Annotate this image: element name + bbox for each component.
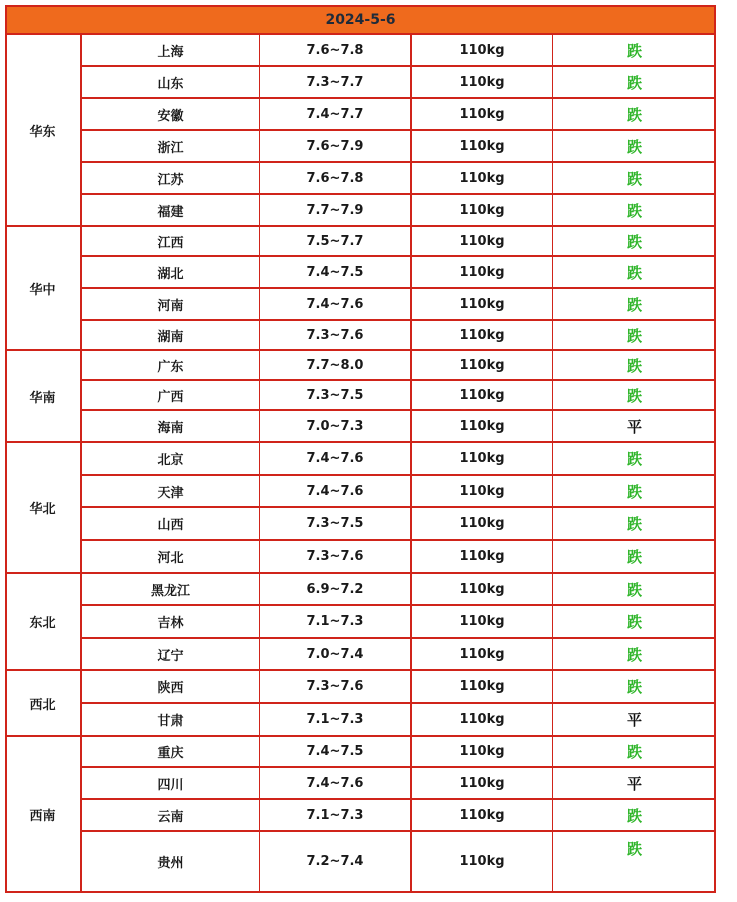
province-cell: 四川 <box>82 768 260 798</box>
price-cell: 7.6~7.9 <box>260 131 412 161</box>
weight-cell: 110kg <box>412 99 553 129</box>
table-row <box>82 737 716 768</box>
province-cell: 辽宁 <box>82 639 260 669</box>
province-cell: 湖南 <box>82 321 260 349</box>
table-row <box>82 411 716 443</box>
trend-cell: 跌 <box>626 232 642 251</box>
trend-cell: 平 <box>626 417 642 436</box>
price-cell: 7.6~7.8 <box>260 163 412 193</box>
price-cell: 7.0~7.3 <box>260 411 412 441</box>
weight-cell: 110kg <box>412 606 553 637</box>
province-cell: 广西 <box>82 381 260 409</box>
trend-cell: 跌 <box>626 169 642 188</box>
province-cell: 安徽 <box>82 99 260 129</box>
trend-cell: 跌 <box>626 295 642 314</box>
price-cell: 6.9~7.2 <box>260 574 412 604</box>
trend-cell: 跌 <box>626 105 642 124</box>
weight-cell: 110kg <box>412 800 553 830</box>
weight-cell: 110kg <box>412 289 553 319</box>
trend-cell: 跌 <box>626 450 642 468</box>
price-cell: 7.4~7.5 <box>260 737 412 766</box>
trend-cell: 跌 <box>626 548 642 566</box>
table-row <box>82 443 716 476</box>
table-row <box>82 99 716 131</box>
date-header: 2024-5-6 <box>5 5 716 35</box>
price-cell: 7.4~7.5 <box>260 257 412 287</box>
weight-cell: 110kg <box>412 737 553 766</box>
table-row <box>82 227 716 257</box>
table-row <box>82 768 716 800</box>
price-cell: 7.7~8.0 <box>260 351 412 379</box>
region-cell: 东北 <box>5 574 82 671</box>
trend-cell: 跌 <box>626 326 642 345</box>
trend-cell: 跌 <box>626 806 642 825</box>
weight-cell: 110kg <box>412 381 553 409</box>
province-cell: 云南 <box>82 800 260 830</box>
table-row <box>82 131 716 163</box>
trend-cell: 跌 <box>626 743 642 761</box>
weight-cell: 110kg <box>412 768 553 798</box>
province-cell: 江西 <box>82 227 260 255</box>
price-cell: 7.2~7.4 <box>260 832 412 891</box>
table-row <box>82 704 716 737</box>
weight-cell: 110kg <box>412 321 553 349</box>
province-cell: 甘肃 <box>82 704 260 735</box>
trend-cell: 跌 <box>626 41 642 60</box>
province-cell: 河北 <box>82 541 260 572</box>
province-cell: 湖北 <box>82 257 260 287</box>
table-row <box>82 800 716 832</box>
province-cell: 黑龙江 <box>82 574 260 604</box>
table-row <box>82 321 716 351</box>
table-row <box>82 381 716 411</box>
weight-cell: 110kg <box>412 35 553 65</box>
table-row <box>82 289 716 321</box>
price-cell: 7.1~7.3 <box>260 606 412 637</box>
table-row <box>82 508 716 541</box>
region-cell: 华东 <box>5 35 82 227</box>
table-row <box>82 606 716 639</box>
table-row <box>82 351 716 381</box>
trend-cell: 跌 <box>626 356 642 375</box>
weight-cell: 110kg <box>412 541 553 572</box>
province-cell: 重庆 <box>82 737 260 766</box>
price-cell: 7.7~7.9 <box>260 195 412 225</box>
weight-cell: 110kg <box>412 443 553 474</box>
weight-cell: 110kg <box>412 671 553 702</box>
trend-cell: 跌 <box>626 386 642 405</box>
trend-cell: 平 <box>626 774 642 793</box>
price-cell: 7.3~7.6 <box>260 321 412 349</box>
weight-cell: 110kg <box>412 257 553 287</box>
trend-cell: 跌 <box>626 678 642 696</box>
weight-cell: 110kg <box>412 67 553 97</box>
weight-cell: 110kg <box>412 351 553 379</box>
price-cell: 7.4~7.6 <box>260 443 412 474</box>
province-cell: 河南 <box>82 289 260 319</box>
weight-cell: 110kg <box>412 508 553 539</box>
weight-cell: 110kg <box>412 195 553 225</box>
weight-cell: 110kg <box>412 163 553 193</box>
province-cell: 山东 <box>82 67 260 97</box>
price-cell: 7.4~7.6 <box>260 768 412 798</box>
region-cell: 华南 <box>5 351 82 443</box>
trend-cell: 平 <box>626 711 642 729</box>
trend-cell: 跌 <box>626 201 642 220</box>
price-cell: 7.3~7.7 <box>260 67 412 97</box>
trend-cell: 跌 <box>626 613 642 631</box>
weight-cell: 110kg <box>412 131 553 161</box>
table-row <box>82 476 716 508</box>
region-cell: 华中 <box>5 227 82 351</box>
province-cell: 山西 <box>82 508 260 539</box>
table-row <box>82 35 716 67</box>
province-cell: 江苏 <box>82 163 260 193</box>
trend-cell: 跌 <box>626 840 642 858</box>
weight-cell: 110kg <box>412 832 553 891</box>
trend-cell: 跌 <box>626 137 642 156</box>
table-row <box>82 67 716 99</box>
price-cell: 7.3~7.6 <box>260 671 412 702</box>
province-cell: 上海 <box>82 35 260 65</box>
province-cell: 贵州 <box>82 832 260 891</box>
trend-cell: 跌 <box>626 73 642 92</box>
price-cell: 7.3~7.5 <box>260 508 412 539</box>
price-cell: 7.0~7.4 <box>260 639 412 669</box>
trend-cell: 跌 <box>626 263 642 282</box>
province-cell: 浙江 <box>82 131 260 161</box>
price-cell: 7.1~7.3 <box>260 800 412 830</box>
table-row <box>82 163 716 195</box>
region-cell: 华北 <box>5 443 82 574</box>
table-row <box>82 574 716 606</box>
price-cell: 7.5~7.7 <box>260 227 412 255</box>
table-row <box>82 671 716 704</box>
province-cell: 福建 <box>82 195 260 225</box>
price-cell: 7.6~7.8 <box>260 35 412 65</box>
price-cell: 7.3~7.5 <box>260 381 412 409</box>
region-cell: 西南 <box>5 737 82 893</box>
trend-cell: 跌 <box>626 645 642 664</box>
weight-cell: 110kg <box>412 639 553 669</box>
price-cell: 7.3~7.6 <box>260 541 412 572</box>
table-row <box>82 832 716 893</box>
province-cell: 海南 <box>82 411 260 441</box>
weight-cell: 110kg <box>412 476 553 506</box>
price-cell: 7.4~7.7 <box>260 99 412 129</box>
province-cell: 陕西 <box>82 671 260 702</box>
table-row <box>82 639 716 671</box>
weight-cell: 110kg <box>412 704 553 735</box>
price-cell: 7.4~7.6 <box>260 289 412 319</box>
province-cell: 广东 <box>82 351 260 379</box>
trend-cell: 跌 <box>626 580 642 599</box>
table-row <box>82 541 716 574</box>
table-row <box>82 257 716 289</box>
trend-cell: 跌 <box>626 515 642 533</box>
trend-cell: 跌 <box>626 482 642 501</box>
table-row <box>82 195 716 227</box>
weight-cell: 110kg <box>412 411 553 441</box>
region-cell: 西北 <box>5 671 82 737</box>
province-cell: 北京 <box>82 443 260 474</box>
price-cell: 7.1~7.3 <box>260 704 412 735</box>
price-cell: 7.4~7.6 <box>260 476 412 506</box>
province-cell: 吉林 <box>82 606 260 637</box>
weight-cell: 110kg <box>412 574 553 604</box>
weight-cell: 110kg <box>412 227 553 255</box>
province-cell: 天津 <box>82 476 260 506</box>
